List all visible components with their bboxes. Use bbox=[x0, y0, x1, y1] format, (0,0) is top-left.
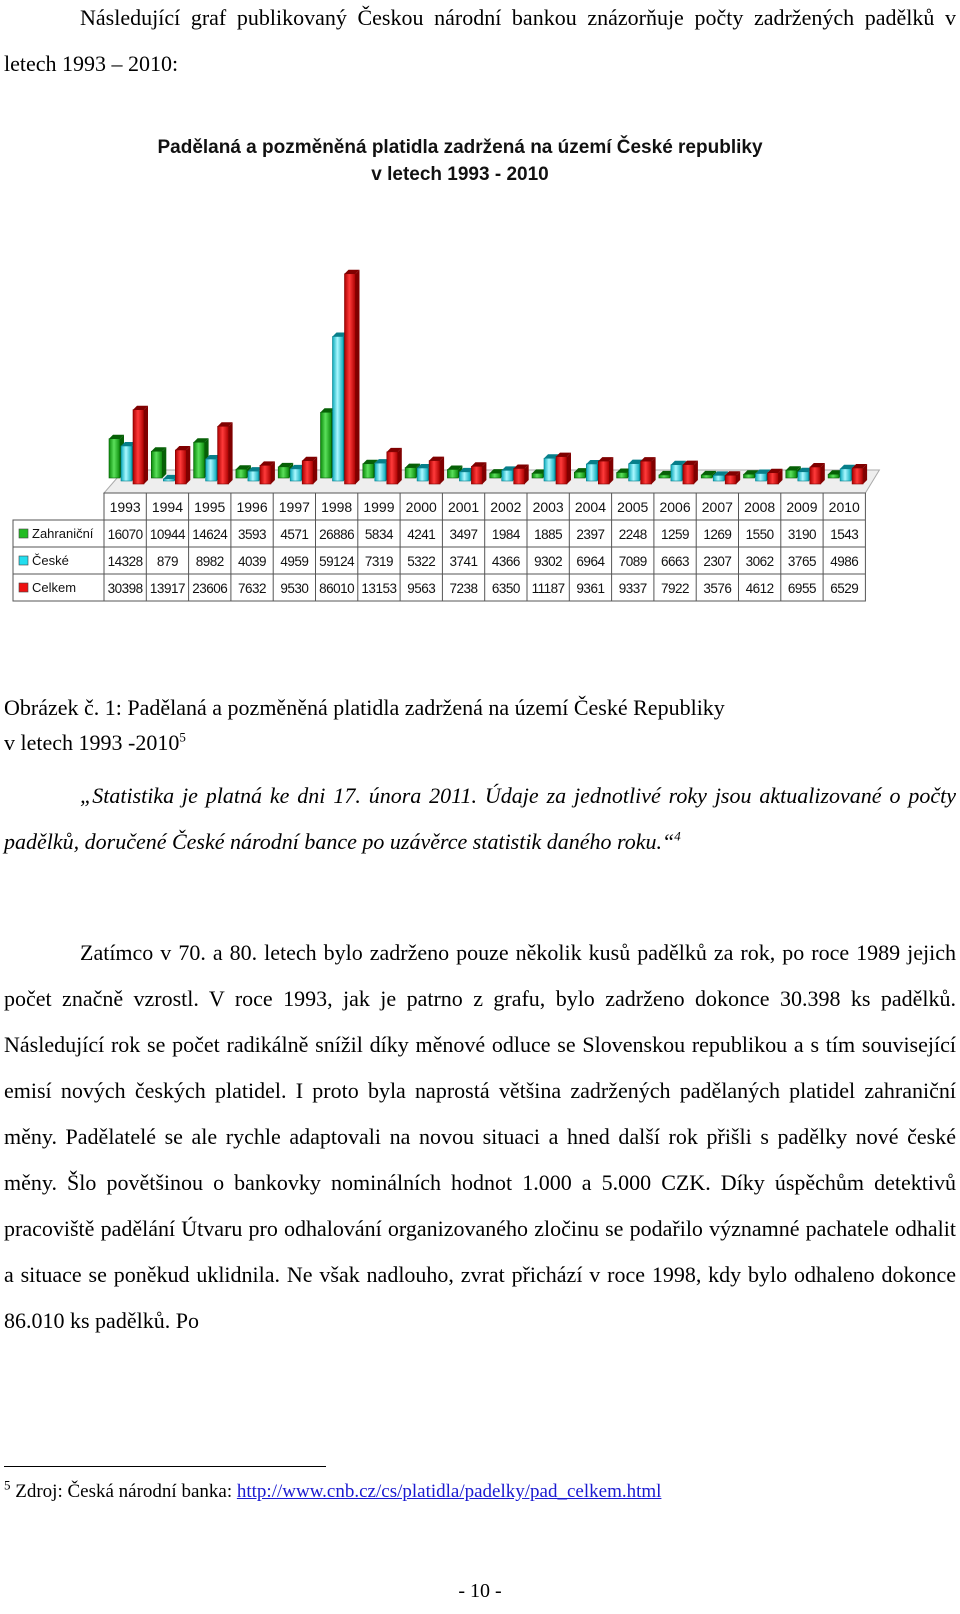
footnote-label: Zdroj: Česká národní banka: bbox=[15, 1481, 233, 1502]
data-label: 3190 bbox=[787, 527, 816, 542]
legend-swatch-celkem bbox=[19, 583, 28, 592]
data-label: 1543 bbox=[830, 527, 859, 542]
data-label: 30398 bbox=[107, 581, 143, 596]
bar-celkem-1996 bbox=[260, 461, 275, 484]
data-label: 2248 bbox=[618, 527, 647, 542]
year-tick-label: 1997 bbox=[278, 499, 310, 515]
year-tick-label: 2004 bbox=[574, 499, 607, 515]
data-label: 9361 bbox=[576, 581, 605, 596]
bar-celkem-1995 bbox=[218, 422, 233, 484]
data-label: 4986 bbox=[830, 554, 859, 569]
year-tick-label: 2003 bbox=[532, 499, 564, 515]
data-label: 59124 bbox=[319, 554, 355, 569]
year-tick-label: 2010 bbox=[828, 499, 860, 515]
data-label: 9302 bbox=[534, 554, 563, 569]
data-label: 1259 bbox=[661, 527, 690, 542]
data-label: 4366 bbox=[491, 554, 520, 569]
data-label: 4241 bbox=[407, 527, 436, 542]
bar-celkem-2005 bbox=[641, 457, 656, 484]
chart-data-table bbox=[13, 493, 865, 601]
year-tick-label: 2000 bbox=[405, 499, 437, 515]
year-tick-label: 2001 bbox=[447, 499, 480, 515]
year-tick-label: 1994 bbox=[151, 499, 184, 515]
data-label: 6350 bbox=[491, 581, 520, 596]
data-label: 3593 bbox=[238, 527, 267, 542]
data-label: 86010 bbox=[319, 581, 355, 596]
chart-title: Padělaná a pozměněná platidla zadržená na území České republiky bbox=[157, 137, 763, 158]
data-label: 7632 bbox=[238, 581, 267, 596]
bar-celkem-2009 bbox=[810, 463, 825, 484]
data-label: 3576 bbox=[703, 581, 732, 596]
page-number: - 10 - bbox=[458, 1580, 502, 1602]
bar-celkem-2004 bbox=[598, 457, 613, 484]
data-label: 2397 bbox=[576, 527, 605, 542]
footnote-link[interactable]: http://www.cnb.cz/cs/platidla/padelky/pad_celkem.html bbox=[236, 1481, 662, 1502]
chart-bars bbox=[109, 270, 867, 484]
bar-celkem-1994 bbox=[175, 446, 190, 484]
year-tick-label: 1995 bbox=[194, 499, 226, 515]
data-label: 3497 bbox=[449, 527, 478, 542]
data-label: 7238 bbox=[449, 581, 478, 596]
data-label: 10944 bbox=[149, 527, 185, 542]
data-label: 4571 bbox=[280, 527, 309, 542]
data-label: 9337 bbox=[618, 581, 647, 596]
data-label: 14328 bbox=[107, 554, 143, 569]
bar-celkem-1999 bbox=[387, 448, 402, 484]
legend-swatch-české bbox=[19, 556, 28, 565]
bar-celkem-2000 bbox=[429, 457, 444, 484]
year-tick-label: 2009 bbox=[786, 499, 818, 515]
data-label: 6955 bbox=[787, 581, 816, 596]
data-label: 14624 bbox=[192, 527, 228, 542]
data-label: 26886 bbox=[319, 527, 355, 542]
data-label: 5834 bbox=[364, 527, 393, 542]
data-label: 1269 bbox=[703, 527, 732, 542]
data-label: 7319 bbox=[364, 554, 393, 569]
year-tick-label: 2007 bbox=[701, 499, 733, 515]
data-label: 6663 bbox=[661, 554, 690, 569]
data-label: 3062 bbox=[745, 554, 774, 569]
legend-label-zahraniční: Zahraniční bbox=[32, 526, 94, 541]
year-tick-label: 2005 bbox=[617, 499, 649, 515]
data-label: 7922 bbox=[661, 581, 690, 596]
data-label: 3765 bbox=[787, 554, 816, 569]
year-tick-label: 1993 bbox=[109, 499, 141, 515]
data-label: 879 bbox=[156, 554, 178, 569]
data-label: 16070 bbox=[107, 527, 143, 542]
figure-caption bbox=[4, 690, 725, 760]
data-label: 5322 bbox=[407, 554, 436, 569]
chart-subtitle: v letech 1993 - 2010 bbox=[371, 164, 549, 185]
year-tick-label: 1996 bbox=[236, 499, 268, 515]
quote-footnote-ref: 4 bbox=[674, 828, 681, 844]
data-label: 23606 bbox=[192, 581, 228, 596]
year-tick-label: 1999 bbox=[363, 499, 395, 515]
data-label: 4039 bbox=[238, 554, 267, 569]
footnote-divider bbox=[4, 1466, 326, 1467]
legend-swatch-zahraniční bbox=[19, 529, 28, 538]
data-label: 7089 bbox=[618, 554, 647, 569]
data-label: 1984 bbox=[491, 527, 520, 542]
bar-celkem-2002 bbox=[514, 464, 529, 484]
year-tick-label: 2008 bbox=[744, 499, 776, 515]
data-label: 4612 bbox=[745, 581, 774, 596]
data-label: 6529 bbox=[830, 581, 859, 596]
bar-celkem-1997 bbox=[302, 457, 317, 484]
footnote-number: 5 bbox=[4, 1477, 11, 1493]
year-tick-label: 2002 bbox=[490, 499, 522, 515]
caption-line1: Obrázek č. 1: Padělaná a pozměněná platidla zadržená na území České Republiky bbox=[4, 695, 725, 720]
data-label: 13917 bbox=[149, 581, 185, 596]
year-tick-label: 1998 bbox=[321, 499, 353, 515]
data-label: 11187 bbox=[531, 581, 565, 596]
legend-label-celkem: Celkem bbox=[32, 580, 77, 595]
legend-label-české: České bbox=[32, 553, 69, 568]
quote-paragraph bbox=[4, 773, 956, 865]
caption-line2: v letech 1993 -2010 bbox=[4, 730, 180, 755]
bar-celkem-1993 bbox=[133, 406, 148, 484]
bar-celkem-2006 bbox=[683, 461, 698, 484]
data-label: 2307 bbox=[703, 554, 732, 569]
bar-celkem-2003 bbox=[556, 453, 571, 484]
data-label: 4959 bbox=[280, 554, 309, 569]
bar-celkem-1998 bbox=[345, 270, 360, 484]
data-label: 9530 bbox=[280, 581, 309, 596]
data-label: 6964 bbox=[576, 554, 605, 569]
quote-text: „Statistika je platná ke dni 17. února 2011. Údaje za jednotlivé roky jsou aktualizované o počty padělků, doručené České národní bance po uzávěrce statistik daného roku.“ bbox=[4, 783, 956, 854]
bar-celkem-2001 bbox=[471, 462, 486, 484]
bar-celkem-2010 bbox=[852, 464, 867, 484]
data-label: 8982 bbox=[195, 554, 224, 569]
bar-celkem-2007 bbox=[725, 471, 740, 484]
data-label: 9563 bbox=[407, 581, 436, 596]
caption-footnote-ref: 5 bbox=[179, 729, 186, 745]
footnote bbox=[4, 1478, 661, 1506]
year-tick-label: 2006 bbox=[659, 499, 691, 515]
data-label: 3741 bbox=[449, 554, 478, 569]
bar-celkem-2008 bbox=[768, 469, 783, 484]
bar-zahraniční-1994 bbox=[151, 447, 166, 478]
intro-paragraph: Následující graf publikovaný Českou národní bankou znázorňuje počty zadržených padělků v letech 1993 – 2010: bbox=[4, 5, 956, 76]
data-label: 1550 bbox=[745, 527, 774, 542]
counterfeit-chart bbox=[0, 120, 960, 610]
body-paragraph: Zatímco v 70. a 80. letech bylo zadrženo pouze několik kusů padělků za rok, po roce 1989 jejich počet značně vzrostl. V roce 1993, jak je patrno z grafu, bylo zadrženo dokonce 30.398 ks padělků. Následující rok se počet radikálně snížil díky měnové odluce se Slovenskou republikou a s tím související emisí nových českých platidel. I proto byla naprostá většina zadržených padělaných platidel zahraniční měny. Padělatelé se ale rychle adaptovali na novou situaci a hned další rok přišli s padělky nové české měny. Šlo povětšinou o bankovky nominálních hodnot 1.000 a 5.000 CZK. Díky úspěchům detektivů pracoviště padělání Útvaru pro odhalování organizovaného zločinu se podařilo významné pachatele odhalit a situace se poněkud uklidnila. Ne však nadlouho, zvrat přichází v roce 1998, kdy bylo odhaleno dokonce 86.010 ks padělků. Po bbox=[4, 940, 956, 1333]
data-label: 1885 bbox=[534, 527, 563, 542]
data-label: 13153 bbox=[361, 581, 397, 596]
